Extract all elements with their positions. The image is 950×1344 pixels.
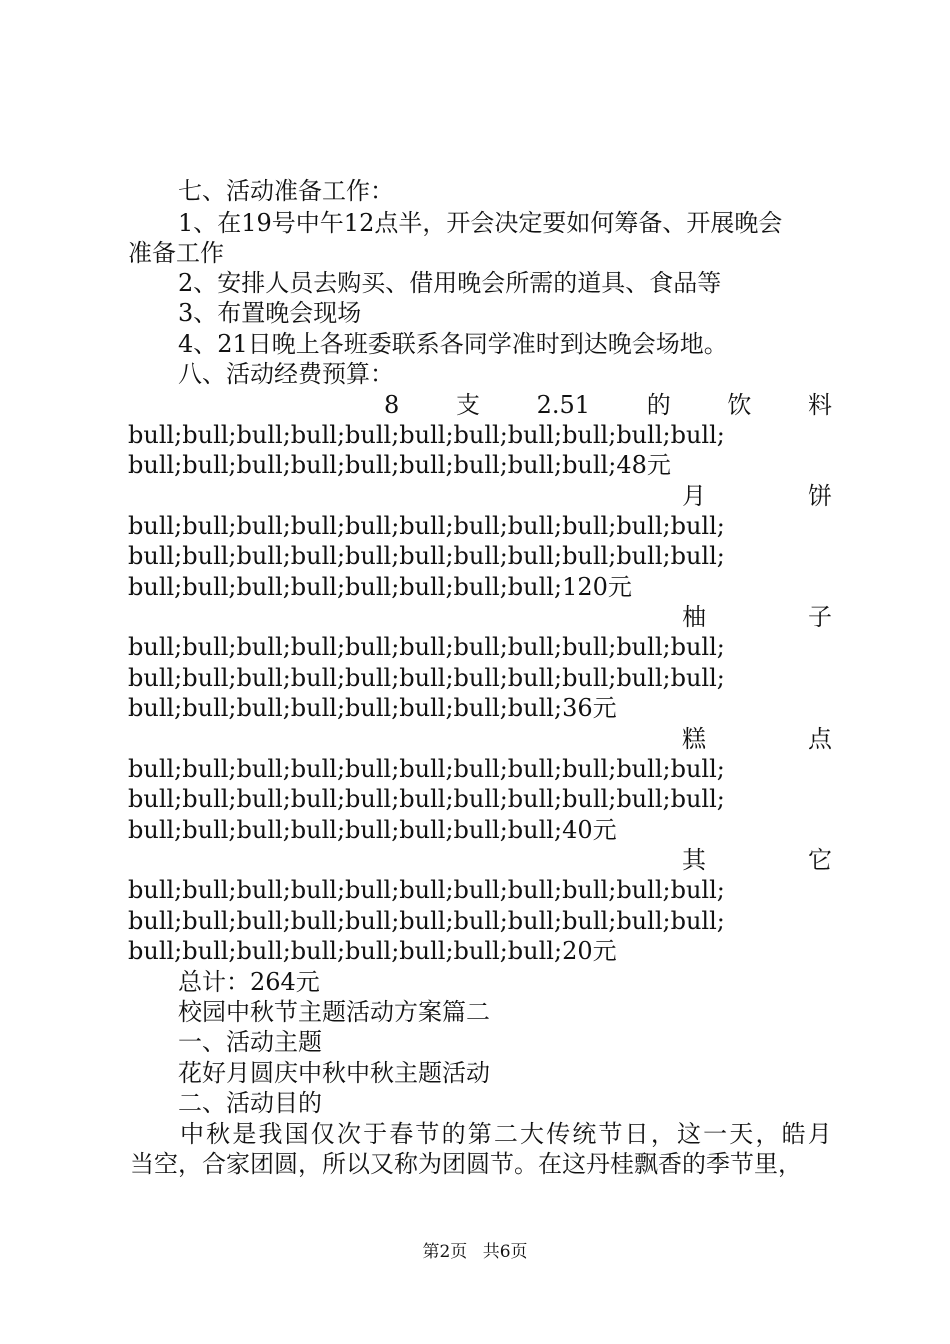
budget-drinks-line-2: bull;bull;bull;bull;bull;bull;bull;bull;bull;bull;bull; [128,421,725,449]
purpose-char: 传 [546,1120,571,1148]
budget-mooncake-line [682,481,832,511]
purpose-char: 我 [258,1120,283,1148]
budget-pomelo-line [682,602,832,632]
budget-word: 8 [384,391,400,419]
budget-word: 的 [646,391,671,419]
section-2-heading: 二、活动目的 [178,1089,322,1117]
purpose-char: 中 [180,1120,204,1148]
budget-word: 点 [808,725,832,753]
prep-item-4: 4、21日晚上各班委联系各同学准时到达晚会场地。 [178,330,728,358]
budget-pomelo-amount: bull;bull;bull;bull;bull;bull;bull;bull;36元 [128,694,617,722]
section-8-heading: 八、活动经费预算： [178,360,394,388]
budget-word: 它 [808,846,832,874]
purpose-char: 是 [232,1120,257,1148]
purpose-char: 二 [493,1120,518,1148]
budget-other-line-2: bull;bull;bull;bull;bull;bull;bull;bull;bull;bull;bull; [128,876,725,904]
prep-item-3: 3、布置晚会现场 [178,299,362,327]
purpose-paragraph-line-1 [180,1119,832,1149]
budget-mooncake-amount: bull;bull;bull;bull;bull;bull;bull;bull;120元 [128,573,632,601]
budget-word: 柚 [682,603,706,631]
purpose-char: 秋 [206,1120,231,1148]
budget-pastry-line-2: bull;bull;bull;bull;bull;bull;bull;bull;bull;bull;bull; [128,755,725,783]
purpose-char: 仅 [310,1120,335,1148]
purpose-char: 统 [572,1120,597,1148]
section-7-heading: 七、活动准备工作： [178,177,394,205]
purpose-char: 于 [363,1120,388,1148]
purpose-paragraph-line-2: 当空，合家团圆，所以又称为团圆节。在这丹桂飘香的季节里， [130,1150,802,1178]
prep-item-1: 1、在19号中午12点半，开会决定要如何筹备、开展晚会 [178,209,783,237]
purpose-char: 一 [703,1120,728,1148]
prep-item-1-cont: 准备工作 [128,239,224,267]
budget-word: 糕 [682,725,706,753]
page-total: 共6页 [482,1242,528,1262]
budget-word: 支 [455,391,480,419]
budget-drinks-amount: bull;bull;bull;bull;bull;bull;bull;bull;bull;48元 [128,451,671,479]
purpose-char: 天 [729,1120,754,1148]
budget-pastry-line-3: bull;bull;bull;bull;bull;bull;bull;bull;bull;bull;bull; [128,785,725,813]
plan-2-title: 校园中秋节主题活动方案篇二 [178,998,490,1026]
section-1-heading: 一、活动主题 [178,1028,322,1056]
budget-pastry-line [682,724,832,754]
budget-word: 子 [808,603,832,631]
budget-mooncake-line-2: bull;bull;bull;bull;bull;bull;bull;bull;bull;bull;bull; [128,512,725,540]
budget-other-amount: bull;bull;bull;bull;bull;bull;bull;bull;20元 [128,937,617,965]
budget-total: 总计：264元 [178,968,320,996]
budget-other-line-3: bull;bull;bull;bull;bull;bull;bull;bull;bull;bull;bull; [128,907,725,935]
budget-word: 其 [682,846,706,874]
purpose-char: 皓 [781,1120,806,1148]
budget-mooncake-line-3: bull;bull;bull;bull;bull;bull;bull;bull;bull;bull;bull; [128,542,725,570]
activity-theme: 花好月圆庆中秋中秋主题活动 [178,1059,490,1087]
purpose-char: 的 [441,1120,466,1148]
budget-word: 饼 [808,482,832,510]
budget-word: 2.51 [536,391,591,419]
budget-word: 月 [682,482,706,510]
budget-pomelo-line-3: bull;bull;bull;bull;bull;bull;bull;bull;bull;bull;bull; [128,664,725,692]
purpose-char: 春 [389,1120,414,1148]
budget-pastry-amount: bull;bull;bull;bull;bull;bull;bull;bull;40元 [128,816,617,844]
purpose-char: 第 [467,1120,492,1148]
purpose-char: 这 [676,1120,701,1148]
budget-drinks-line [384,390,832,420]
purpose-char: ， [755,1120,780,1148]
purpose-char: 次 [336,1120,361,1148]
budget-word: 饮 [727,391,752,419]
purpose-char: 国 [284,1120,309,1148]
budget-pomelo-line-2: bull;bull;bull;bull;bull;bull;bull;bull;bull;bull;bull; [128,633,725,661]
budget-other-line [682,845,832,875]
page-number: 第2页 [422,1242,468,1262]
purpose-char: ， [650,1120,675,1148]
page-footer [0,1240,950,1264]
purpose-char: 节 [415,1120,440,1148]
purpose-char: 日 [624,1120,649,1148]
purpose-char: 大 [520,1120,545,1148]
prep-item-2: 2、安排人员去购买、借用晚会所需的道具、食品等 [178,269,722,297]
purpose-char: 节 [598,1120,623,1148]
budget-word: 料 [808,391,832,419]
purpose-char: 月 [807,1120,832,1148]
